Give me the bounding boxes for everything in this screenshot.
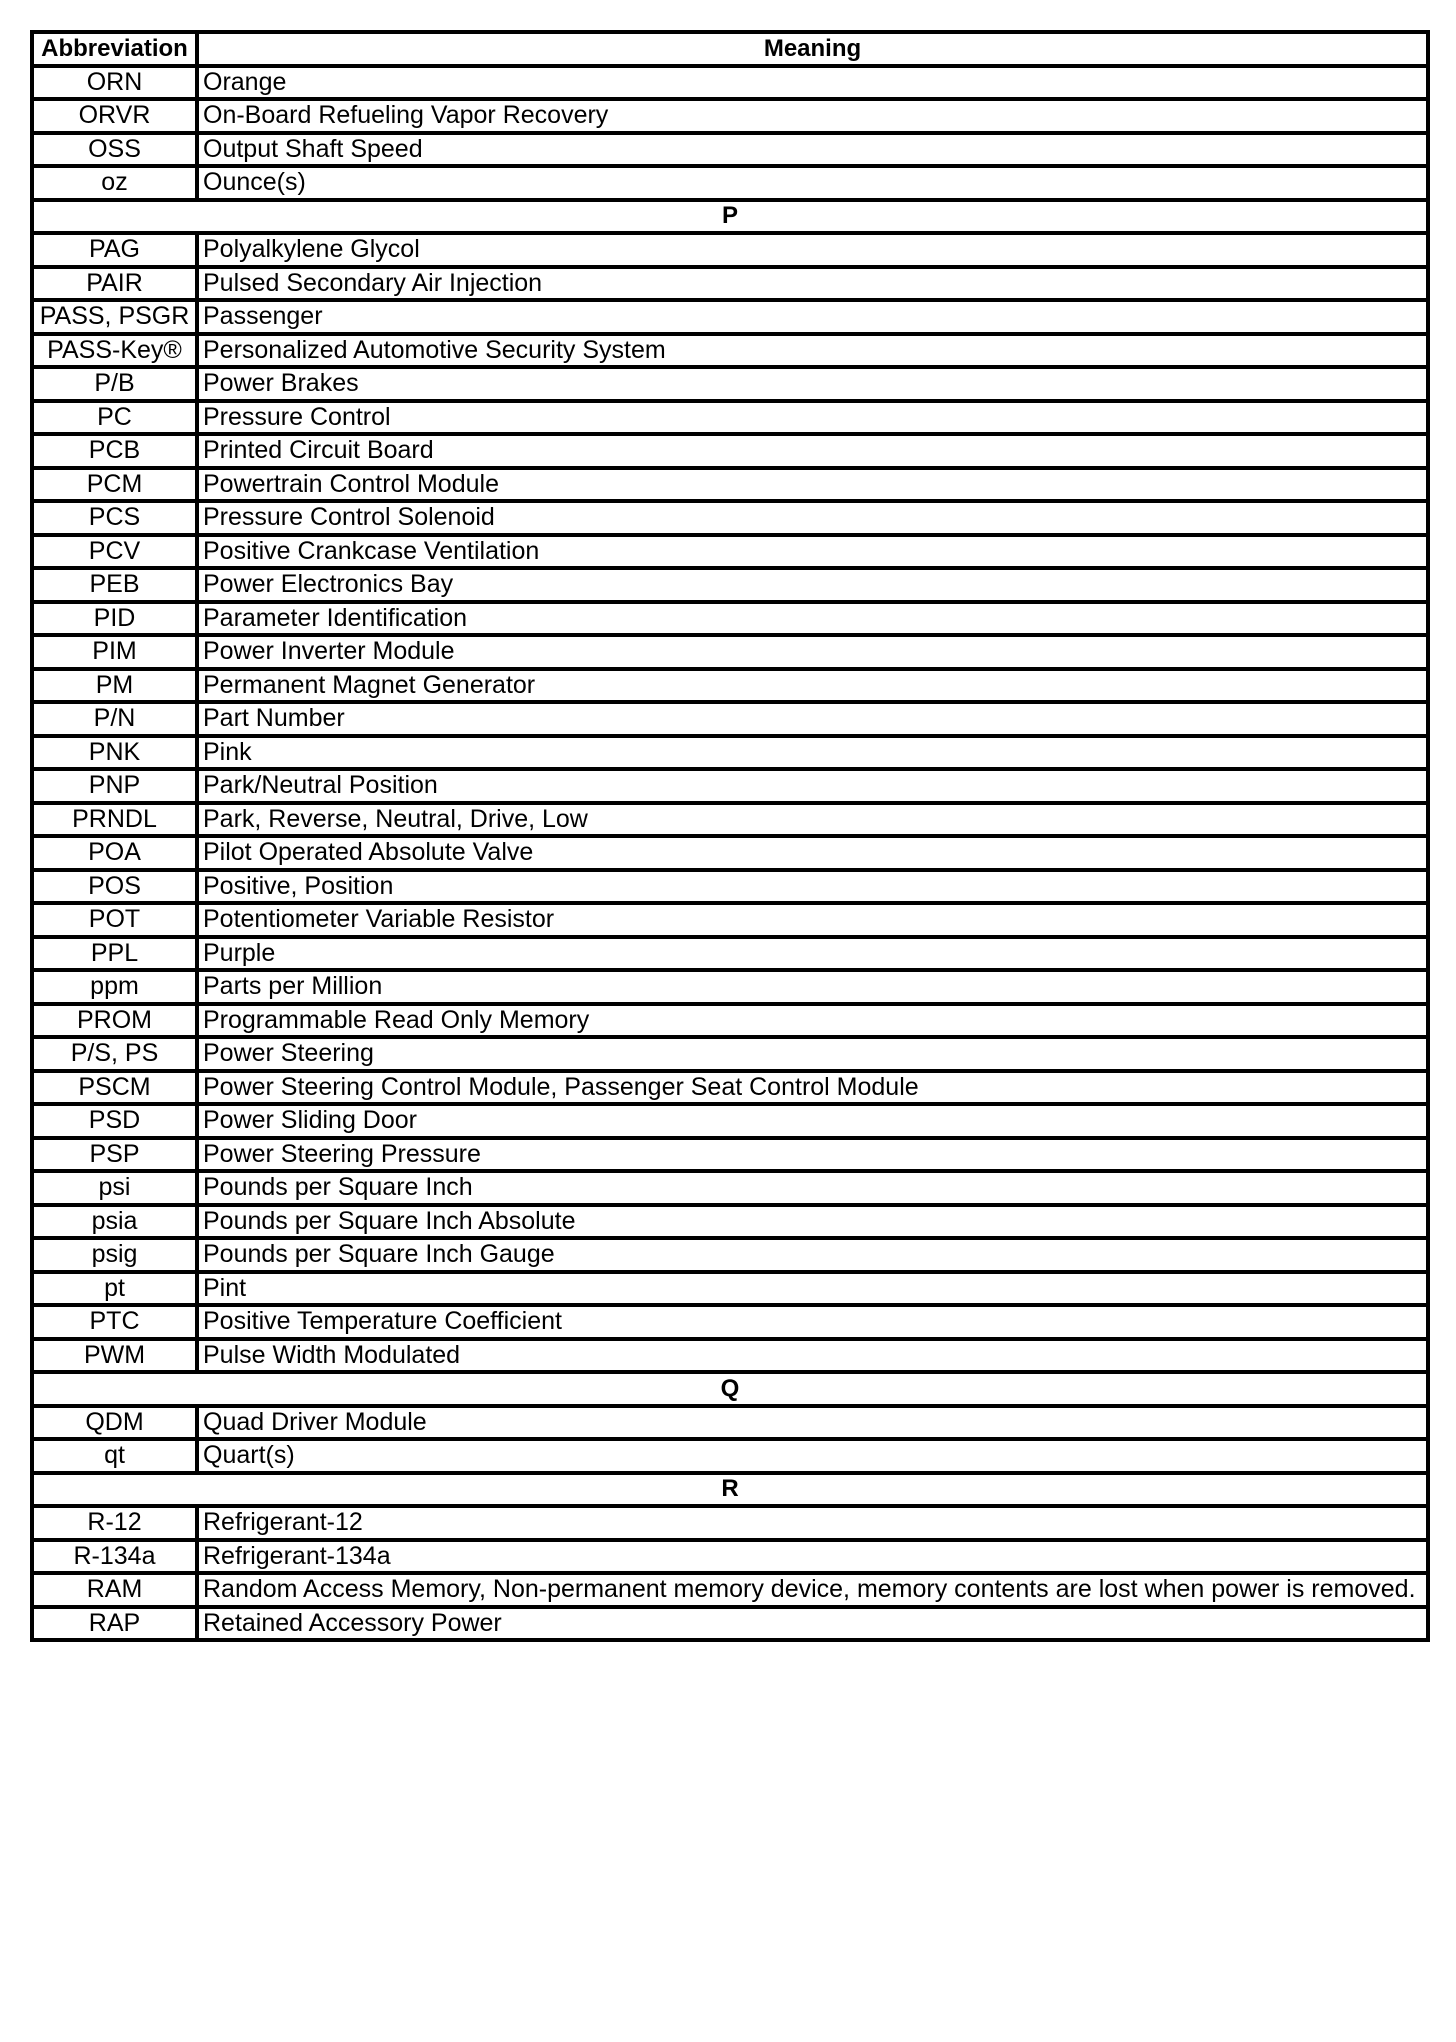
abbreviation-table	[30, 30, 1430, 1642]
abbreviation-cell: PCB	[32, 434, 197, 468]
meaning-cell: Pressure Control Solenoid	[197, 501, 1428, 535]
meaning-cell: Power Brakes	[197, 367, 1428, 401]
abbreviation-cell: PTC	[32, 1305, 197, 1339]
meaning-cell: Ounce(s)	[197, 166, 1428, 200]
meaning-cell: Positive, Position	[197, 870, 1428, 904]
meaning-cell: Quart(s)	[197, 1439, 1428, 1473]
table-row	[32, 1238, 1428, 1272]
table-row	[32, 434, 1428, 468]
meaning-cell: Polyalkylene Glycol	[197, 233, 1428, 267]
section-header-row	[32, 200, 1428, 234]
abbreviation-cell: PCV	[32, 535, 197, 569]
meaning-cell: Permanent Magnet Generator	[197, 669, 1428, 703]
table-row	[32, 367, 1428, 401]
abbreviation-cell: R-134a	[32, 1540, 197, 1574]
abbreviation-cell: PIM	[32, 635, 197, 669]
meaning-cell: Pounds per Square Inch Gauge	[197, 1238, 1428, 1272]
meaning-cell: Refrigerant-134a	[197, 1540, 1428, 1574]
abbreviation-cell: QDM	[32, 1406, 197, 1440]
table-row	[32, 300, 1428, 334]
meaning-cell: Output Shaft Speed	[197, 133, 1428, 167]
abbreviation-cell: PC	[32, 401, 197, 435]
abbreviation-cell: psig	[32, 1238, 197, 1272]
meaning-cell: Purple	[197, 937, 1428, 971]
table-row	[32, 702, 1428, 736]
table-row	[32, 334, 1428, 368]
meaning-cell: Pint	[197, 1272, 1428, 1306]
table-row	[32, 803, 1428, 837]
meaning-cell: Random Access Memory, Non-permanent memory device, memory contents are lost when power is removed.	[197, 1573, 1428, 1607]
abbreviation-cell: P/B	[32, 367, 197, 401]
meaning-cell: Pulsed Secondary Air Injection	[197, 267, 1428, 301]
table-row	[32, 1573, 1428, 1607]
abbreviation-cell: PSCM	[32, 1071, 197, 1105]
table-row	[32, 769, 1428, 803]
abbreviation-cell: POA	[32, 836, 197, 870]
meaning-cell: Pressure Control	[197, 401, 1428, 435]
abbreviation-cell: pt	[32, 1272, 197, 1306]
meaning-cell: Pounds per Square Inch	[197, 1171, 1428, 1205]
abbreviation-cell: P/N	[32, 702, 197, 736]
table-row	[32, 1406, 1428, 1440]
section-letter: Q	[32, 1372, 1428, 1406]
meaning-column-header: Meaning	[197, 32, 1428, 66]
table-row	[32, 501, 1428, 535]
meaning-cell: Park/Neutral Position	[197, 769, 1428, 803]
table-row	[32, 133, 1428, 167]
abbreviation-cell: ORVR	[32, 99, 197, 133]
table-row	[32, 1138, 1428, 1172]
table-row	[32, 870, 1428, 904]
abbreviation-cell: PAIR	[32, 267, 197, 301]
table-row	[32, 233, 1428, 267]
meaning-cell: Refrigerant-12	[197, 1506, 1428, 1540]
abbreviation-cell: qt	[32, 1439, 197, 1473]
abbreviation-cell: RAM	[32, 1573, 197, 1607]
abbreviation-cell: P/S, PS	[32, 1037, 197, 1071]
table-row	[32, 1205, 1428, 1239]
abbreviation-cell: RAP	[32, 1607, 197, 1641]
table-row	[32, 1439, 1428, 1473]
meaning-cell: Pilot Operated Absolute Valve	[197, 836, 1428, 870]
table-row	[32, 1004, 1428, 1038]
table-row	[32, 267, 1428, 301]
meaning-cell: Parameter Identification	[197, 602, 1428, 636]
table-row	[32, 1305, 1428, 1339]
meaning-cell: Printed Circuit Board	[197, 434, 1428, 468]
table-row	[32, 903, 1428, 937]
abbreviation-cell: PNK	[32, 736, 197, 770]
abbreviation-cell: PCM	[32, 468, 197, 502]
table-header-row	[32, 32, 1428, 66]
abbreviation-cell: PROM	[32, 1004, 197, 1038]
abbreviation-cell: R-12	[32, 1506, 197, 1540]
meaning-cell: Power Steering Pressure	[197, 1138, 1428, 1172]
table-row	[32, 669, 1428, 703]
abbreviation-cell: PNP	[32, 769, 197, 803]
table-row	[32, 836, 1428, 870]
table-row	[32, 1339, 1428, 1373]
section-header-row	[32, 1372, 1428, 1406]
abbreviation-cell: ORN	[32, 66, 197, 100]
meaning-cell: Retained Accessory Power	[197, 1607, 1428, 1641]
abbreviation-cell: psia	[32, 1205, 197, 1239]
meaning-cell: On-Board Refueling Vapor Recovery	[197, 99, 1428, 133]
section-letter: R	[32, 1473, 1428, 1507]
meaning-cell: Pulse Width Modulated	[197, 1339, 1428, 1373]
meaning-cell: Park, Reverse, Neutral, Drive, Low	[197, 803, 1428, 837]
table-row	[32, 1272, 1428, 1306]
table-row	[32, 1104, 1428, 1138]
meaning-cell: Parts per Million	[197, 970, 1428, 1004]
abbreviation-cell: PASS, PSGR	[32, 300, 197, 334]
meaning-cell: Pink	[197, 736, 1428, 770]
table-row	[32, 1071, 1428, 1105]
abbreviation-cell: PM	[32, 669, 197, 703]
abbreviation-cell: POS	[32, 870, 197, 904]
abbreviation-cell: PCS	[32, 501, 197, 535]
meaning-cell: Potentiometer Variable Resistor	[197, 903, 1428, 937]
abbreviation-cell: PWM	[32, 1339, 197, 1373]
section-header-row	[32, 1473, 1428, 1507]
table-body	[32, 66, 1428, 1641]
meaning-cell: Programmable Read Only Memory	[197, 1004, 1428, 1038]
table-row	[32, 635, 1428, 669]
table-row	[32, 1171, 1428, 1205]
table-row	[32, 401, 1428, 435]
meaning-cell: Positive Temperature Coefficient	[197, 1305, 1428, 1339]
abbreviation-cell: PASS-Key®	[32, 334, 197, 368]
abbreviation-cell: PID	[32, 602, 197, 636]
table-row	[32, 1607, 1428, 1641]
meaning-cell: Quad Driver Module	[197, 1406, 1428, 1440]
meaning-cell: Pounds per Square Inch Absolute	[197, 1205, 1428, 1239]
meaning-cell: Passenger	[197, 300, 1428, 334]
table-row	[32, 970, 1428, 1004]
meaning-cell: Power Inverter Module	[197, 635, 1428, 669]
table-row	[32, 99, 1428, 133]
meaning-cell: Power Steering	[197, 1037, 1428, 1071]
abbreviation-cell: oz	[32, 166, 197, 200]
abbreviation-cell: PSD	[32, 1104, 197, 1138]
meaning-cell: Part Number	[197, 702, 1428, 736]
abbreviation-cell: psi	[32, 1171, 197, 1205]
table-row	[32, 468, 1428, 502]
meaning-cell: Power Electronics Bay	[197, 568, 1428, 602]
table-row	[32, 535, 1428, 569]
table-row	[32, 66, 1428, 100]
meaning-cell: Positive Crankcase Ventilation	[197, 535, 1428, 569]
abbreviation-cell: ppm	[32, 970, 197, 1004]
table-row	[32, 602, 1428, 636]
abbreviation-cell: PSP	[32, 1138, 197, 1172]
abbreviation-cell: PAG	[32, 233, 197, 267]
abbreviation-cell: PRNDL	[32, 803, 197, 837]
abbreviation-column-header: Abbreviation	[32, 32, 197, 66]
meaning-cell: Power Sliding Door	[197, 1104, 1428, 1138]
table-row	[32, 937, 1428, 971]
abbreviation-cell: PEB	[32, 568, 197, 602]
table-row	[32, 1037, 1428, 1071]
meaning-cell: Personalized Automotive Security System	[197, 334, 1428, 368]
section-letter: P	[32, 200, 1428, 234]
abbreviation-cell: POT	[32, 903, 197, 937]
table-row	[32, 166, 1428, 200]
meaning-cell: Powertrain Control Module	[197, 468, 1428, 502]
meaning-cell: Power Steering Control Module, Passenger Seat Control Module	[197, 1071, 1428, 1105]
abbreviation-cell: OSS	[32, 133, 197, 167]
abbreviation-cell: PPL	[32, 937, 197, 971]
meaning-cell: Orange	[197, 66, 1428, 100]
table-row	[32, 736, 1428, 770]
table-row	[32, 568, 1428, 602]
table-row	[32, 1540, 1428, 1574]
table-row	[32, 1506, 1428, 1540]
